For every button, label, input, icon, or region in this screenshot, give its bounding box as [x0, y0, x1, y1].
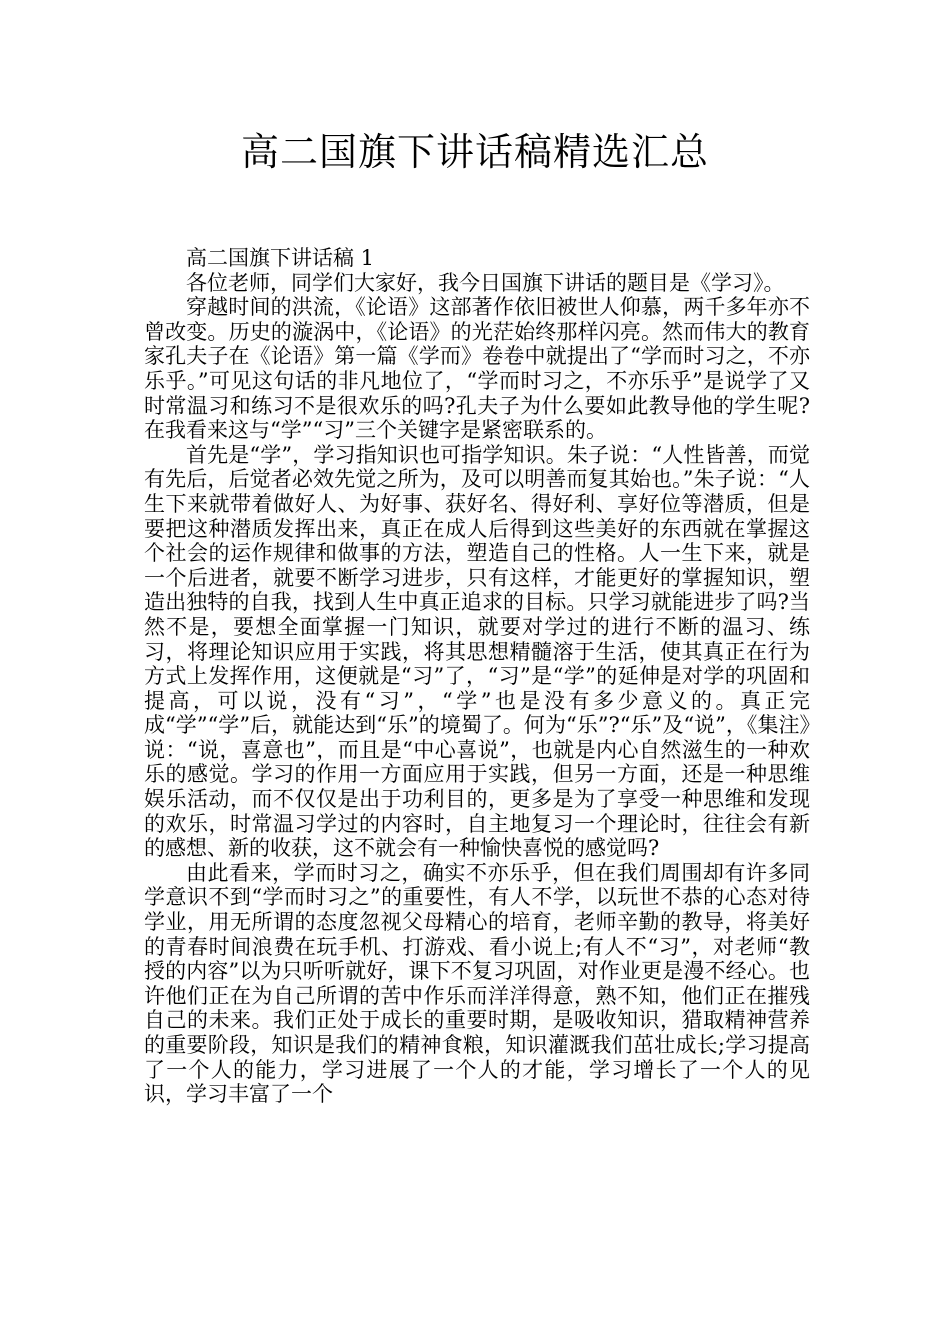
paragraph-xue-xi: 首先是“学”，学习指知识也可指学知识。朱子说：“人性皆善，而觉有先后，后觉者必效先觉之所为，及可以明善而复其始也。”朱子说：“人生下来就带着做好人、为好事、获好名、得好利、享好位等潜质，但是要把这种潜质发挥出来，真正在成人后得到这些美好的东西就在掌握这个社会的运作规律和做事的方法，塑造自己的性格。人一生下来，就是一个后进者，就要不断学习进步，只有这样，才能更好的掌握知识，塑造出独特的自我，找到人生中真正追求的目标。只学习就能进步了吗?当然不是，要想全面掌握一门知识，就要对学过的进行不断的温习、练习，将理论知识应用于实践，将其思想精髓溶于生活，使其真正在行为方式上发挥作用，这便就是“习”了，“习”是“学”的延伸是对学的巩固和提高，可以说，没有“习”，“学”也是没有多少意义的。真正完成“学”“学”后，就能达到“乐”的境蜀了。何为“乐”?“乐”及“说”，《集注》说：“说，喜意也”，而且是“中心喜说”，也就是内心自然滋生的一种欢乐的感觉。学习的作用一方面应用于实践，但另一方面，还是一种思维娱乐活动，而不仅仅是出于功利目的，更多是为了享受一种思维和发现的欢乐，时常温习学过的内容时，自主地复习一个理论时，往往会有新的感想、新的收获，这不就会有一种愉快喜悦的感觉吗? [144, 442, 810, 861]
document-title: 高二国旗下讲话稿精选汇总 [240, 130, 709, 174]
paragraph-lunyu: 穿越时间的洪流，《论语》这部著作依旧被世人仰慕，两千多年亦不曾改变。历史的漩涡中，《论语》的光茫始终那样闪亮。然而伟大的教育家孔夫子在《论语》第一篇《学而》卷卷中就提出了“学而时习之，不亦乐乎。”可见这句话的非凡地位了，“学而时习之，不亦乐乎”是说学了又时常温习和练习不是很欢乐的吗?孔夫子为什么要如此教导他的学生呢?在我看来这与“学”“习”三个关键字是紧密联系的。 [144, 295, 810, 443]
document-body [144, 246, 810, 1107]
paragraph-greeting: 各位老师，同学们大家好，我今日国旗下讲话的题目是《学习》。 [186, 270, 785, 295]
speech-subheading: 高二国旗下讲话稿 1 [186, 246, 375, 270]
paragraph-conclusion: 由此看来，学而时习之，确实不亦乐乎，但在我们周围却有许多同学意识不到“学而时习之”的重要性，有人不学，以玩世不恭的心态对待学业，用无所谓的态度忽视父母精心的培育，老师辛勤的教导，将美好的青春时间浪费在玩手机、打游戏、看小说上;有人不“习”，对老师“教授的内容”以为只听听就好，课下不复习巩固，对作业更是漫不经心。也许他们正在为自己所谓的苦中作乐而洋洋得意，熟不知，他们正在摧残自己的未来。我们正处于成长的重要时期，是吸收知识，猎取精神营养的重要阶段，知识是我们的精神食粮，知识灌溉我们茁壮成长;学习提高了一个人的能力，学习进展了一个人的才能，学习增长了一个人的见识，学习丰富了一个 [144, 860, 810, 1107]
